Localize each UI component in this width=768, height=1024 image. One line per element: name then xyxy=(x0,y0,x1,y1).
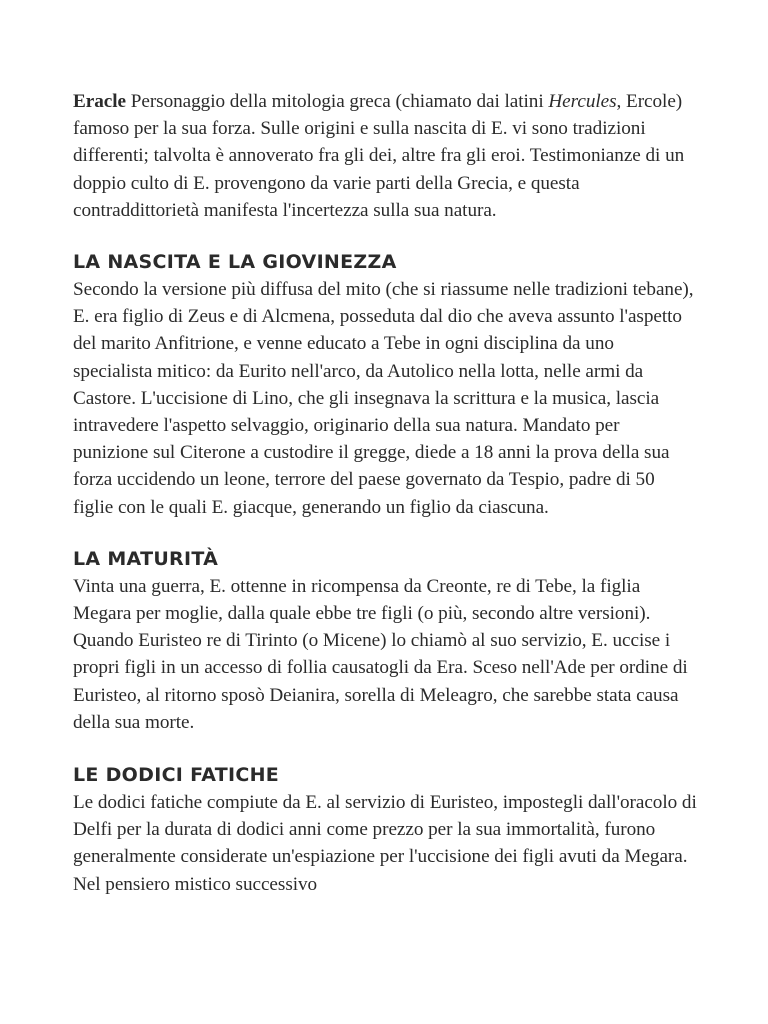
lead-term: Eracle xyxy=(73,91,126,112)
intro-paragraph xyxy=(73,88,698,224)
section-body: Secondo la versione più diffusa del mito (che si riassume nelle tradizioni tebane), E. era figlio di Zeus e di Alcmena, posseduta dal dio che aveva assunto l'aspetto del marito Anfitrione, e venne educato a Tebe in ogni disciplina da uno specialista mitico: da Eurito nell'arco, da Autolico nella lotta, nelle armi da Castore. L'uccisione di Lino, che gli insegnava la scrittura e la musica, lascia intravedere l'aspetto selvaggio, originario della sua natura. Mandato per punizione sul Citerone a custodire il gregge, diede a 18 anni la prova della sua forza uccidendo un leone, terrore del paese governato da Tespio, padre di 50 figlie con le quali E. giacque, generando un figlio da ciascuna. xyxy=(73,279,694,518)
section-nascita xyxy=(73,248,698,521)
intro-text-b: , Ercole) famoso per la sua forza. Sulle origini e sulla nascita di E. vi sono tradizioni differenti; talvolta è annoverato fra gli dei, altre fra gli eroi. Testimonianze di un doppio culto di E. provengono da varie parti della Grecia, e questa contraddittorietà manifesta l'incertezza sulla sua natura. xyxy=(73,91,685,221)
section-body: Vinta una guerra, E. ottenne in ricompensa da Creonte, re di Tebe, la figlia Megara per moglie, dalla quale ebbe tre figli (o più, secondo altre versioni). Quando Euristeo re di Tirinto (o Micene) lo chiamò al suo servizio, E. uccise i propri figli in un accesso di follia causatogli da Era. Sceso nell'Ade per ordine di Euristeo, al ritorno sposò Deianira, sorella di Meleagro, che sarebbe stata causa della sua morte. xyxy=(73,575,688,733)
section-body: Le dodici fatiche compiute da E. al servizio di Euristeo, impostegli dall'oracolo di Delfi per la durata di dodici anni come prezzo per la sua immortalità, furono generalmente considerate un'espiazione per l'uccisione dei figli avuti da Megara. Nel pensiero mistico successivo xyxy=(73,792,697,895)
section-heading: LE DODICI FATICHE xyxy=(73,764,280,787)
section-maturita xyxy=(73,545,698,736)
document-page xyxy=(73,88,698,898)
section-dodici-fatiche xyxy=(73,761,698,898)
section-heading: LA MATURITÀ xyxy=(73,547,219,570)
intro-italic-term: Hercules xyxy=(548,91,617,112)
intro-text-a: Personaggio della mitologia greca (chiamato dai latini xyxy=(125,91,549,112)
section-heading: LA NASCITA E LA GIOVINEZZA xyxy=(73,251,397,274)
